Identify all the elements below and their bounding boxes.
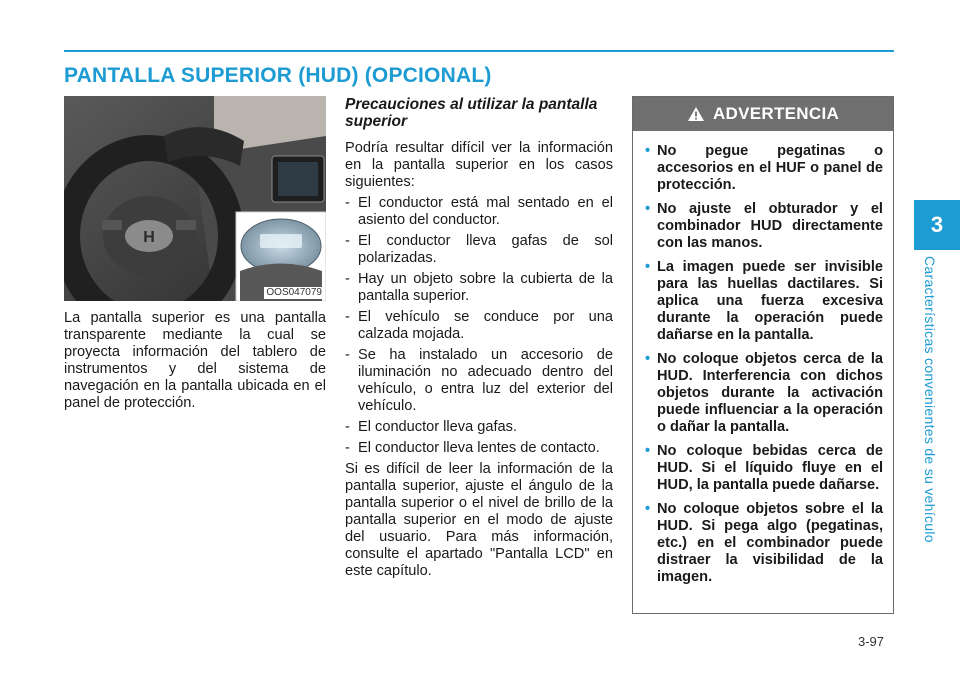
warning-list <box>633 143 893 586</box>
precautions-list <box>345 195 613 457</box>
list-item: • No coloque objetos sobre el la HUD. Si pega algo (pegatinas, etc.) en el combinador puede distraer la visibilidad de la imagen. <box>645 501 883 586</box>
intro-paragraph: La pantalla superior es una pantalla transparente mediante la cual se proyecta información del tablero de instrumentos y del sistema de navegación en la pantalla ubicada en el panel de protección. <box>64 310 326 411</box>
list-item: - El conductor está mal sentado en el asiento del conductor. <box>345 195 613 229</box>
warning-box <box>632 96 894 614</box>
page-number: 3-97 <box>858 634 885 649</box>
chapter-label: Características convenientes de su vehículo <box>922 256 938 543</box>
list-item: • La imagen puede ser invisible para las huellas dactilares. Si aplica una fuerza excesiva durante la operación puede dañarse en la pantalla. <box>645 259 883 344</box>
list-item: - El conductor lleva lentes de contacto. <box>345 440 613 457</box>
page-title: PANTALLA SUPERIOR (HUD) (OPCIONAL) <box>64 64 492 87</box>
warning-header <box>633 97 893 131</box>
list-item: • No coloque objetos cerca de la HUD. Interferencia con dichos objetos durante la activación puede influenciar a la operación o dañar la pantalla. <box>645 351 883 436</box>
chapter-tab: 3 <box>914 200 960 250</box>
hud-photo <box>64 96 326 301</box>
precautions-closing: Si es difícil de leer la información de la pantalla superior, ajuste el ángulo de la pantalla superior o el nivel de brillo de la pantalla superior en el modo de ajuste del usuario. Para más información, consulte el apartado "Pantalla LCD" en este capítulo. <box>345 461 613 579</box>
left-column <box>64 96 326 412</box>
list-item: - Hay un objeto sobre la cubierta de la pantalla superior. <box>345 271 613 305</box>
header-rule <box>64 50 894 52</box>
list-item: • No coloque bebidas cerca de HUD. Si el líquido fluye en el HUD, la pantalla puede dañarse. <box>645 443 883 494</box>
warning-title: ADVERTENCIA <box>712 104 840 123</box>
warning-triangle-icon <box>687 106 705 122</box>
list-item: - El vehículo se conduce por una calzada mojada. <box>345 309 613 343</box>
precautions-heading: Precauciones al utilizar la pantalla superior <box>345 96 598 130</box>
list-item: - El conductor lleva gafas de sol polarizadas. <box>345 233 613 267</box>
dashboard-illustration <box>64 96 326 301</box>
precautions-column <box>345 96 613 580</box>
list-item: - Se ha instalado un accesorio de iluminación no adecuado dentro del vehículo, o entra luz del exterior del vehículo. <box>345 347 613 415</box>
list-item: • No ajuste el obturador y el combinador HUD directamente con las manos. <box>645 201 883 252</box>
figure-code: OOS047079 <box>266 287 322 298</box>
list-item: • No pegue pegatinas o accesorios en el HUF o panel de protección. <box>645 143 883 194</box>
svg-text:H: H <box>143 229 155 246</box>
precautions-lead: Podría resultar difícil ver la información en la pantalla superior en los casos siguientes: <box>345 140 613 190</box>
list-item: - El conductor lleva gafas. <box>345 419 613 436</box>
